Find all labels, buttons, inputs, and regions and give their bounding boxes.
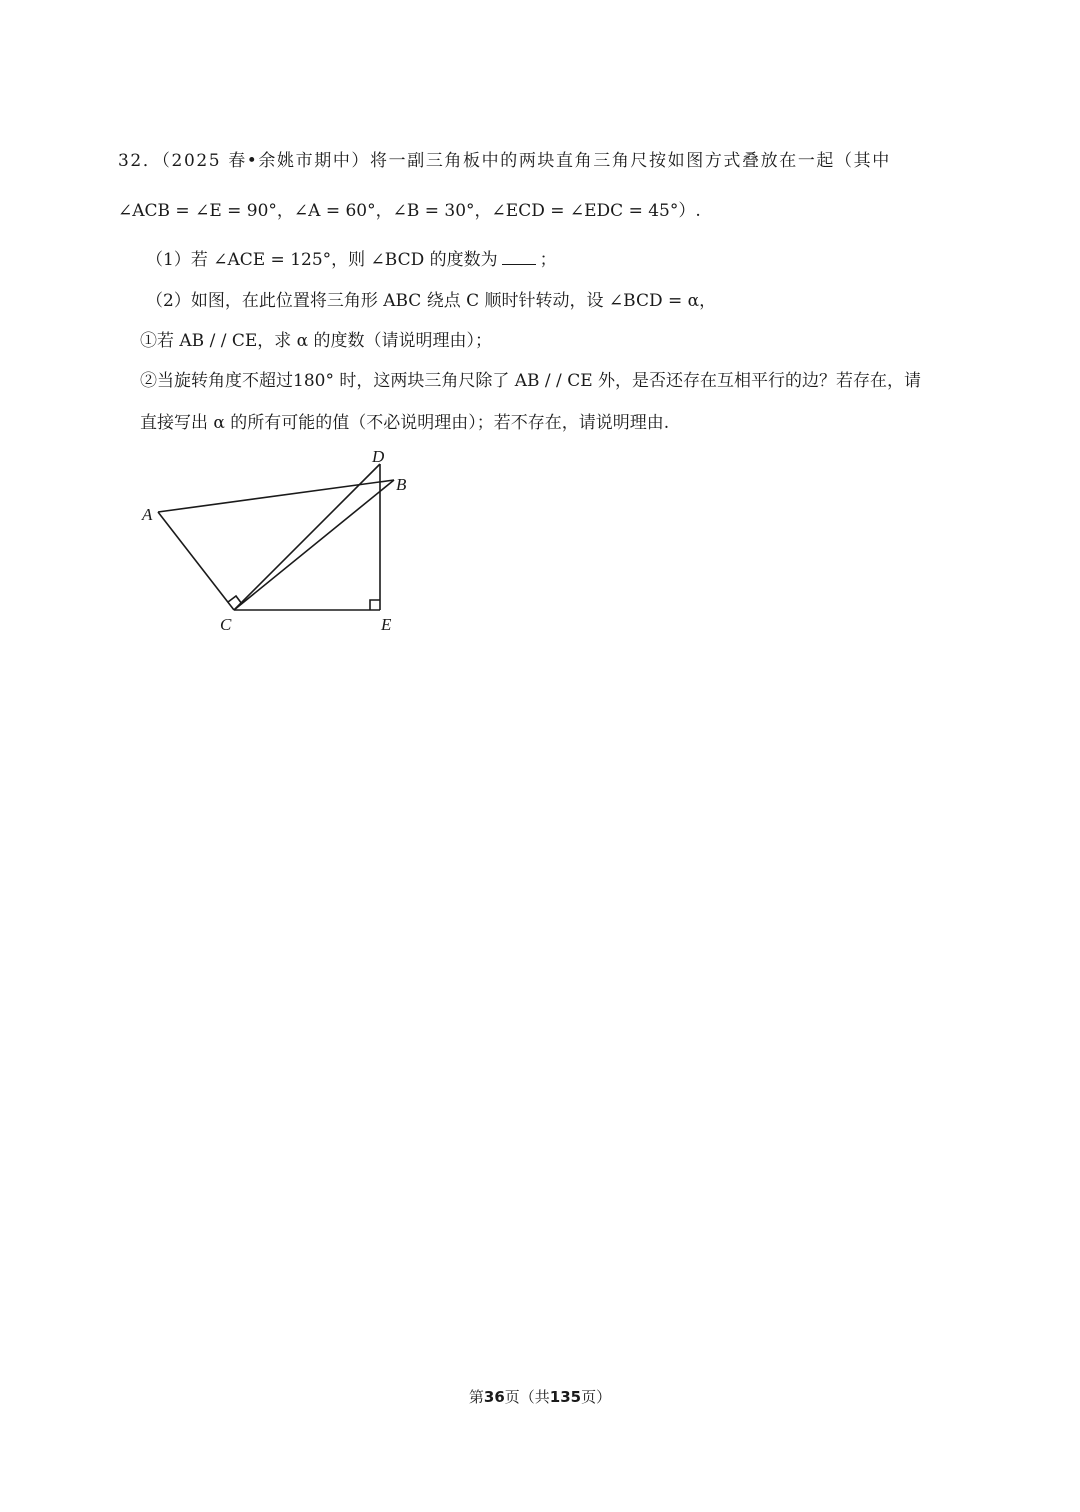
- question-1-end: ；: [539, 250, 557, 270]
- problem-conditions: ∠ACB = ∠E = 90°，∠A = 60°，∠B = 30°，∠ECD = ∠EDC = 45°）.: [118, 201, 701, 221]
- question-1-text: （1）若 ∠ACE = 125°，则 ∠BCD 的度数为: [146, 250, 498, 270]
- right-angle-mark-e: [370, 600, 380, 610]
- label-c: C: [220, 615, 232, 634]
- segment-bc: [234, 480, 394, 610]
- triangle-figure: [130, 440, 430, 640]
- label-a: A: [142, 505, 153, 524]
- page-number: 36: [483, 1388, 505, 1406]
- footer-mid: 页（共: [504, 1388, 550, 1406]
- problem-header: 32．（2025 春•余姚市期中）将一副三角板中的两块直角三角尺按如图方式叠放在一起（其中: [118, 151, 891, 171]
- question-2: （2）如图，在此位置将三角形 ABC 绕点 C 顺时针转动，设 ∠BCD = α，: [146, 291, 717, 311]
- label-b: B: [396, 475, 407, 494]
- right-angle-mark-c: [228, 596, 242, 604]
- question-2-part-2-line-1: ②当旋转角度不超过180° 时，这两块三角尺除了 AB / / CE 外，是否还存在互相平行的边？若存在，请: [140, 371, 922, 391]
- question-2-part-1: ①若 AB / / CE，求 α 的度数（请说明理由）；: [140, 331, 493, 351]
- segment-ac: [158, 512, 234, 610]
- label-d: D: [372, 447, 385, 466]
- question-1: [146, 248, 557, 271]
- page-footer: [0, 1386, 1080, 1407]
- label-e: E: [381, 615, 392, 634]
- total-pages: 135: [549, 1388, 582, 1406]
- footer-prefix: 第: [468, 1388, 484, 1406]
- segment-dc: [234, 464, 380, 610]
- footer-suffix: 页）: [581, 1388, 612, 1406]
- question-2-part-2-line-2: 直接写出 α 的所有可能的值（不必说明理由）；若不存在，请说明理由.: [140, 413, 670, 433]
- answer-blank: [502, 248, 536, 265]
